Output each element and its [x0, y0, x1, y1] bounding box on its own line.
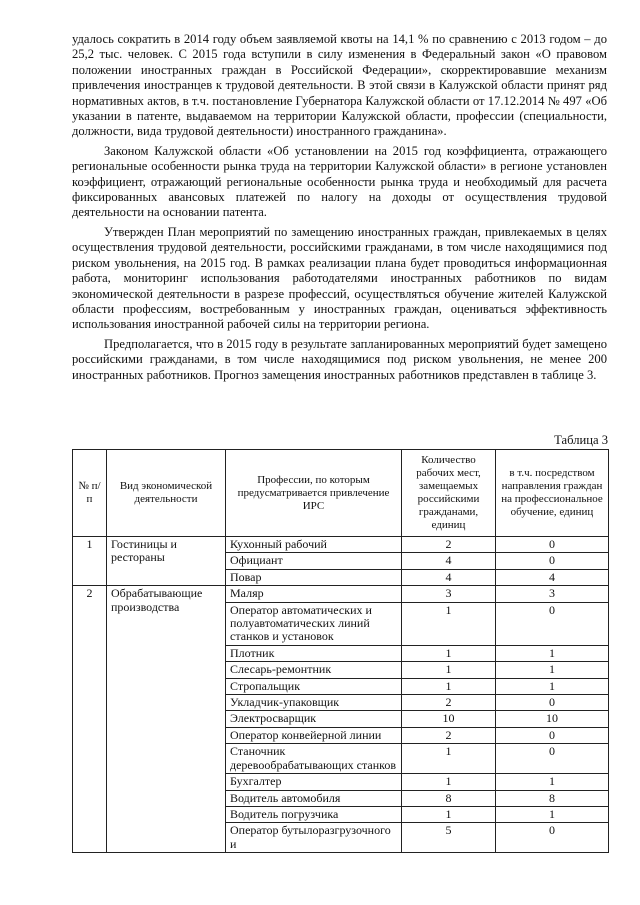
- cell-places: 4: [402, 553, 496, 569]
- cell-profession: Официант: [226, 553, 402, 569]
- paragraph-2: Законом Калужской области «Об установлении на 2015 год коэффициента, отражающего региональные особенности рынка труда на территории Калужской области» в регионе установлен коэффициент, отражающий региональные особенности рынка труда и необходимый для расчета фиксированных авансовых платежей по налогу на доходы от осуществления трудовой деятельности на основании патента.: [72, 143, 607, 220]
- cell-places: 2: [402, 695, 496, 711]
- group-activity: Обрабатывающие производства: [107, 586, 226, 853]
- cell-profession: Плотник: [226, 645, 402, 661]
- table-caption: Таблица 3: [554, 433, 608, 447]
- cell-places: 1: [402, 744, 496, 774]
- cell-places: 1: [402, 662, 496, 678]
- cell-training: 1: [496, 806, 609, 822]
- cell-profession: Бухгалтер: [226, 774, 402, 790]
- cell-profession: Водитель погрузчика: [226, 806, 402, 822]
- group-num: 1: [73, 537, 107, 586]
- cell-profession: Станочник деревообрабатывающих станков: [226, 744, 402, 774]
- group-num: 2: [73, 586, 107, 853]
- cell-training: 0: [496, 602, 609, 645]
- cell-training: 0: [496, 823, 609, 853]
- cell-places: 1: [402, 806, 496, 822]
- cell-training: 0: [496, 727, 609, 743]
- group-activity: Гостиницы и рестораны: [107, 537, 226, 586]
- cell-training: 0: [496, 744, 609, 774]
- forecast-table: [72, 449, 609, 853]
- cell-training: 0: [496, 695, 609, 711]
- cell-places: 2: [402, 537, 496, 553]
- paragraph-1: удалось сократить в 2014 году объем заявляемой квоты на 14,1 % по сравнению с 2013 годом – до 25,2 тыс. человек. С 2015 года вступили в силу изменения в Федеральный закон «О правовом положении иностранных граждан в Российской Федерации», скорректировавшие механизм привлечения иностранцев к трудовой деятельности. В этой связи в Калужской области принят ряд нормативных актов, в т.ч. постановление Губернатора Калужской области от 17.12.2014 № 497 «Об указании в патенте, выдаваемом на территории Калужской области, профессии (специальности, должности, вида трудовой деятельности) иностранного гражданина».: [72, 32, 607, 139]
- header-activity: Вид экономической деятельности: [107, 450, 226, 537]
- header-num: № п/п: [73, 450, 107, 537]
- cell-training: 1: [496, 678, 609, 694]
- table-header-row: [73, 450, 609, 537]
- paragraph-3: Утвержден План мероприятий по замещению иностранных граждан, привлекаемых в целях осуществления трудовой деятельности, российскими гражданами, в том числе находящимися под риском увольнения, на 2015 год. В рамках реализации плана будет проводиться информационная работа, мониторинг использования работодателями иностранных работников по видам экономической деятельности в разрезе профессий, осуществляться обучение жителей Калужской области профессиям, востребованным у иностранных граждан, оцениваться эффективность использования иностранной рабочей силы на территории региона.: [72, 224, 607, 332]
- body-text: [72, 32, 607, 387]
- cell-profession: Оператор автоматических и полуавтоматических линий станков и установок: [226, 602, 402, 645]
- cell-places: 5: [402, 823, 496, 853]
- cell-places: 3: [402, 586, 496, 602]
- cell-profession: Маляр: [226, 586, 402, 602]
- cell-training: 1: [496, 774, 609, 790]
- cell-profession: Кухонный рабочий: [226, 537, 402, 553]
- cell-places: 1: [402, 774, 496, 790]
- cell-profession: Оператор бутылоразгрузочного и: [226, 823, 402, 853]
- cell-places: 1: [402, 678, 496, 694]
- table-row: [73, 537, 609, 553]
- header-profession: Профессии, по которым предусматривается привлечение ИРС: [226, 450, 402, 537]
- cell-training: 1: [496, 662, 609, 678]
- cell-training: 0: [496, 553, 609, 569]
- cell-places: 2: [402, 727, 496, 743]
- cell-places: 1: [402, 645, 496, 661]
- cell-places: 10: [402, 711, 496, 727]
- cell-profession: Слесарь-ремонтник: [226, 662, 402, 678]
- cell-training: 10: [496, 711, 609, 727]
- paragraph-4: Предполагается, что в 2015 году в результате запланированных мероприятий будет замещено российскими гражданами, в том числе находящимися под риском увольнения, не менее 200 иностранных работников. Прогноз замещения иностранных работников представлен в таблице 3.: [72, 336, 607, 382]
- cell-training: 0: [496, 537, 609, 553]
- cell-places: 4: [402, 569, 496, 585]
- cell-profession: Водитель автомобиля: [226, 790, 402, 806]
- table-row: [73, 586, 609, 602]
- cell-training: 4: [496, 569, 609, 585]
- cell-training: 3: [496, 586, 609, 602]
- header-training: в т.ч. посредством направления граждан на профессиональное обучение, единиц: [496, 450, 609, 537]
- header-places: Количество рабочих мест, замещаемых российскими гражданами, единиц: [402, 450, 496, 537]
- cell-profession: Повар: [226, 569, 402, 585]
- cell-places: 8: [402, 790, 496, 806]
- cell-profession: Оператор конвейерной линии: [226, 727, 402, 743]
- cell-profession: Укладчик-упаковщик: [226, 695, 402, 711]
- cell-profession: Стропальщик: [226, 678, 402, 694]
- cell-training: 8: [496, 790, 609, 806]
- cell-training: 1: [496, 645, 609, 661]
- cell-profession: Электросварщик: [226, 711, 402, 727]
- cell-places: 1: [402, 602, 496, 645]
